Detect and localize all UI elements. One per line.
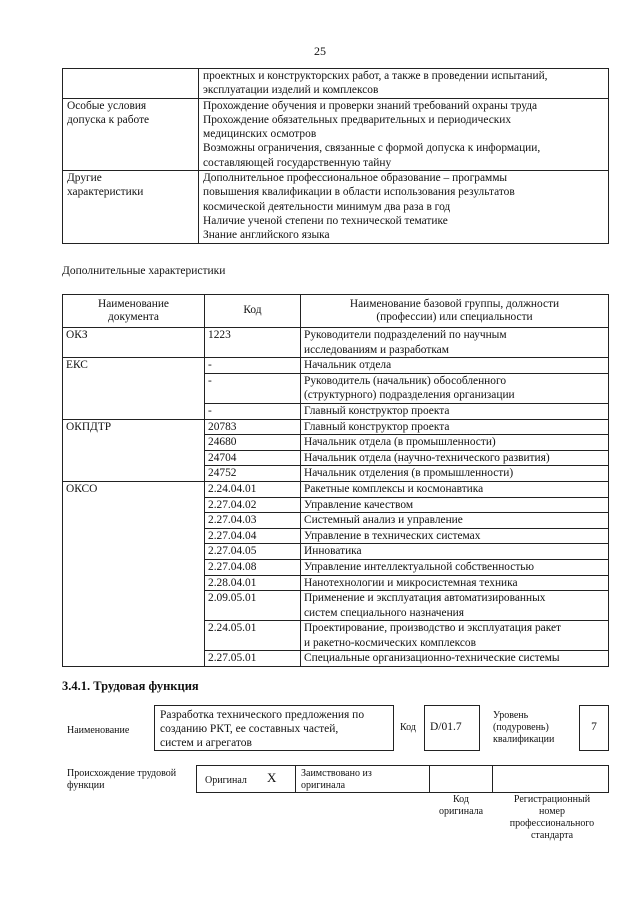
- text-line: Начальник отдела (в промышленности): [304, 436, 496, 449]
- table-row: [63, 450, 609, 466]
- table-row: [63, 328, 609, 358]
- caption-line: оригинала: [438, 806, 484, 817]
- doc-cell: [63, 575, 205, 591]
- doc-cell: ОКПДТР: [63, 419, 205, 435]
- label-line: Другие: [67, 172, 102, 185]
- text-line: Управление качеством: [304, 498, 414, 511]
- text-line: эксплуатации изделий и комплексов: [203, 84, 379, 97]
- registration-number-box: [492, 765, 609, 793]
- text-line: Главный конструктор проекта: [304, 420, 450, 433]
- text-line: медицинских осмотров: [203, 128, 317, 141]
- code-cell: 20783: [205, 419, 301, 435]
- table-row: [63, 373, 609, 403]
- header-code: Код: [205, 295, 301, 328]
- caption-line: стандарта: [530, 830, 574, 841]
- doc-cell: [63, 403, 205, 419]
- row-label: [63, 171, 199, 243]
- text-line: составляющей государственную тайну: [203, 156, 392, 169]
- code-cell: 2.27.04.02: [205, 497, 301, 513]
- code-cell: 2.24.04.01: [205, 481, 301, 497]
- table-row: [63, 651, 609, 667]
- row-content: [199, 98, 609, 170]
- doc-cell: [63, 450, 205, 466]
- label-line: оригинала: [301, 780, 346, 791]
- text-line: систем специального назначения: [304, 606, 465, 619]
- header-doc: [63, 295, 205, 328]
- level-box: [579, 705, 609, 751]
- function-name: [155, 706, 393, 752]
- original-label: Оригинал: [205, 775, 247, 786]
- code-cell: 24704: [205, 450, 301, 466]
- row-label: [63, 98, 199, 170]
- code-cell: 2.27.04.03: [205, 513, 301, 529]
- code-cell: 2.28.04.01: [205, 575, 301, 591]
- caption-line: профессионального: [509, 818, 595, 829]
- name-cell: [301, 419, 609, 435]
- table-row: [63, 528, 609, 544]
- name-cell: [301, 435, 609, 451]
- caption-line: номер: [539, 806, 565, 817]
- doc-cell: [63, 513, 205, 529]
- doc-cell: ЕКС: [63, 358, 205, 374]
- name-cell: [301, 466, 609, 482]
- name-cell: [301, 450, 609, 466]
- additional-characteristics-title: Дополнительные характеристики: [62, 265, 226, 277]
- code-cell: 2.27.04.08: [205, 559, 301, 575]
- text-line: Знание английского языка: [203, 229, 330, 242]
- name-cell: [301, 575, 609, 591]
- name-cell: [301, 559, 609, 575]
- caption-line: Код: [453, 794, 469, 805]
- table-row: [63, 481, 609, 497]
- text-line: Применение и эксплуатация автоматизированных: [304, 592, 546, 605]
- table-row: [63, 591, 609, 621]
- label-line: допуска к работе: [67, 113, 150, 126]
- text-line: Ракетные комплексы и космонавтика: [304, 482, 484, 495]
- table-row: [63, 621, 609, 651]
- doc-cell: ОКСО: [63, 481, 205, 497]
- header-line: Наименование базовой группы, должности: [349, 297, 560, 310]
- code-label: Код: [400, 722, 416, 733]
- doc-cell: [63, 435, 205, 451]
- caption-line: Регистрационный: [513, 794, 591, 805]
- label-line: Уровень: [493, 710, 529, 721]
- code-cell: -: [205, 403, 301, 419]
- text-line: Разработка технического предложения по: [160, 709, 365, 721]
- doc-cell: [63, 559, 205, 575]
- text-line: Руководители подразделений по научным: [304, 329, 507, 341]
- name-cell: [301, 497, 609, 513]
- table-row: [63, 575, 609, 591]
- borrowed-box: [295, 765, 430, 793]
- page-number: 25: [314, 44, 326, 58]
- text-line: Прохождение обучения и проверки знаний требований охраны труда: [203, 99, 538, 112]
- text-line: Специальные организационно-технические системы: [304, 652, 560, 665]
- doc-cell: ОКЗ: [63, 328, 205, 358]
- name-cell: [301, 328, 609, 358]
- text-line: Проектирование, производство и эксплуатация ракет: [304, 622, 562, 635]
- label-line: (подуровень): [493, 722, 549, 733]
- code-cell: 1223: [205, 328, 301, 358]
- borrowed-label: [301, 768, 372, 792]
- row-content: [199, 171, 609, 243]
- table-row: [63, 98, 609, 170]
- table-row: [63, 171, 609, 243]
- label-line: Заимствовано из: [301, 768, 372, 779]
- code-cell: -: [205, 373, 301, 403]
- additional-characteristics-table: [62, 294, 609, 667]
- doc-cell: [63, 591, 205, 621]
- name-cell: [301, 373, 609, 403]
- doc-cell: [63, 544, 205, 560]
- code-box: [424, 705, 480, 751]
- original-box: [196, 765, 296, 793]
- table-row: [63, 69, 609, 99]
- code-cell: 2.24.05.01: [205, 621, 301, 651]
- code-cell: 2.27.04.05: [205, 544, 301, 560]
- text-line: повышения квалификации в области использования результатов: [203, 186, 515, 199]
- original-mark: X: [267, 770, 277, 785]
- section-title: 3.4.1. Трудовая функция: [62, 679, 199, 693]
- origin-label: [67, 768, 176, 792]
- original-code-box: [429, 765, 493, 793]
- text-line: космической деятельности минимум два раза в год: [203, 200, 451, 213]
- doc-cell: [63, 651, 205, 667]
- text-line: Руководитель (начальник) обособленного: [304, 374, 507, 387]
- name-cell: [301, 528, 609, 544]
- doc-cell: [63, 497, 205, 513]
- conditions-table: [62, 68, 609, 244]
- name-cell: [301, 481, 609, 497]
- text-line: систем и агрегатов: [160, 737, 252, 749]
- name-cell: [301, 591, 609, 621]
- level-value: 7: [591, 721, 597, 733]
- code-value: D/01.7: [430, 721, 462, 733]
- doc-cell: [63, 373, 205, 403]
- label-line: квалификации: [493, 734, 555, 745]
- text-line: созданию РКТ, ее составных частей,: [160, 723, 339, 735]
- name-cell: [301, 358, 609, 374]
- name-cell: [301, 513, 609, 529]
- text-line: Наличие ученой степени по технической тематике: [203, 214, 448, 227]
- text-line: Управление интеллектуальной собственностью: [304, 560, 535, 573]
- text-line: Начальник отдела (научно-технического развития): [304, 451, 550, 464]
- code-cell: 2.09.05.01: [205, 591, 301, 621]
- row-label: [63, 69, 199, 99]
- header-line: (профессии) или специальности: [376, 311, 533, 323]
- doc-cell: [63, 528, 205, 544]
- text-line: (структурного) подразделения организации: [304, 389, 515, 402]
- text-line: Главный конструктор проекта: [304, 404, 450, 417]
- text-line: Возможны ограничения, связанные с формой допуска к информации,: [203, 142, 541, 155]
- doc-cell: [63, 621, 205, 651]
- header-line: документа: [108, 311, 159, 323]
- code-cell: 24752: [205, 466, 301, 482]
- text-line: Начальник отдела: [304, 359, 392, 372]
- level-label: [493, 710, 554, 746]
- text-line: Нанотехнологии и микросистемная техника: [304, 576, 518, 589]
- table-row: [63, 435, 609, 451]
- row-content: [199, 69, 609, 99]
- name-cell: [301, 621, 609, 651]
- registration-number-caption: [492, 794, 612, 842]
- table-row: [63, 497, 609, 513]
- label-line: Особые условия: [67, 99, 147, 112]
- code-cell: 2.27.05.01: [205, 651, 301, 667]
- name-cell: [301, 651, 609, 667]
- text-line: Системный анализ и управление: [304, 514, 463, 527]
- table-row: [63, 513, 609, 529]
- label-line: Происхождение трудовой: [67, 768, 177, 779]
- text-line: Начальник отделения (в промышленности): [304, 467, 514, 480]
- label-line: функции: [67, 780, 105, 791]
- text-line: Инноватика: [304, 545, 362, 558]
- name-cell: [301, 403, 609, 419]
- text-line: исследованиям и разработкам: [304, 343, 449, 356]
- header-name: [301, 295, 609, 328]
- text-line: проектных и конструкторских работ, а также в проведении испытаний,: [203, 70, 548, 82]
- table-row: [63, 358, 609, 374]
- original-code-caption: [429, 794, 493, 818]
- table-row: [63, 466, 609, 482]
- name-cell: [301, 544, 609, 560]
- table-row: [63, 559, 609, 575]
- function-name-box: [154, 705, 394, 751]
- text-line: Управление в технических системах: [304, 529, 481, 542]
- header-line: Наименование: [98, 297, 169, 310]
- code-cell: -: [205, 358, 301, 374]
- text-line: Дополнительное профессиональное образование – программы: [203, 172, 508, 185]
- code-cell: 24680: [205, 435, 301, 451]
- table-row: [63, 419, 609, 435]
- table-row: [63, 403, 609, 419]
- doc-cell: [63, 466, 205, 482]
- label-line: характеристики: [67, 186, 144, 199]
- code-cell: 2.27.04.04: [205, 528, 301, 544]
- text-line: и ракетно-космических комплексов: [304, 636, 477, 649]
- table-header-row: [63, 295, 609, 328]
- function-name-label: Наименование: [67, 725, 130, 736]
- text-line: Прохождение обязательных предварительных и периодических: [203, 113, 512, 126]
- table-row: [63, 544, 609, 560]
